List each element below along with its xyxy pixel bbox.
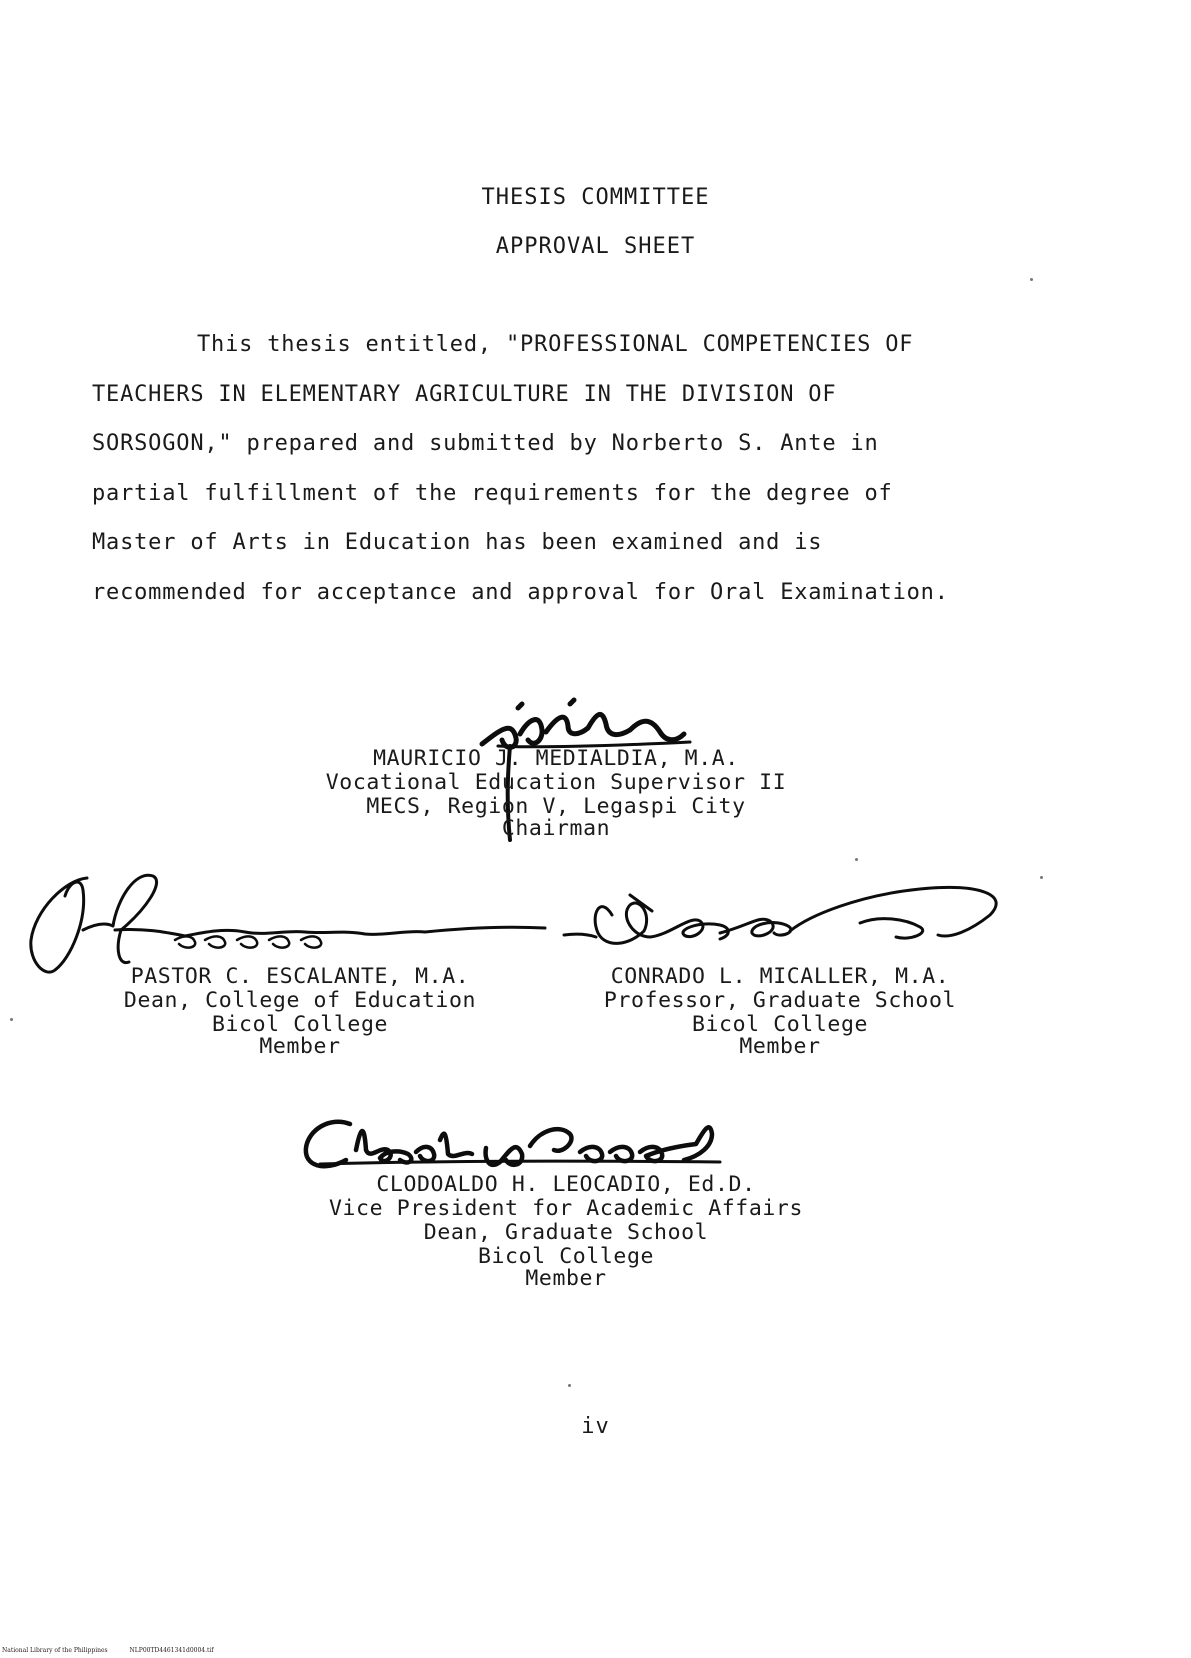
scan-speck xyxy=(1030,278,1033,281)
footer-file-id: NLP00TD4461341d0004.tif xyxy=(129,1647,214,1654)
chairman-position: Vocational Education Supervisor II xyxy=(325,770,787,795)
escalante-position: Dean, College of Education xyxy=(123,988,477,1013)
chairman-signatory-block xyxy=(301,747,811,839)
title-committee: THESIS COMMITTEE xyxy=(481,185,710,210)
statement-line: SORSOGON," prepared and submitted by Norberto S. Ante in xyxy=(92,431,879,456)
statement-line: This thesis entitled, "PROFESSIONAL COMPETENCIES OF xyxy=(197,332,914,357)
leocadio-position: Vice President for Academic Affairs xyxy=(328,1196,804,1221)
statement-line: TEACHERS IN ELEMENTARY AGRICULTURE IN THE DIVISION OF xyxy=(92,381,837,407)
micaller-signature xyxy=(560,875,1010,965)
leocadio-position-2: Dean, Graduate School xyxy=(423,1220,709,1245)
leocadio-office: Bicol College xyxy=(477,1244,655,1269)
escalante-signatory-block xyxy=(85,965,515,1057)
footer-library: National Library of the Philippines xyxy=(2,1647,108,1654)
title-approval-sheet: APPROVAL SHEET xyxy=(495,234,696,259)
statement-line: partial fulfillment of the requirements for the degree of xyxy=(92,480,893,506)
escalante-name: PASTOR C. ESCALANTE, M.A. xyxy=(130,964,470,989)
micaller-position: Professor, Graduate School xyxy=(603,988,957,1013)
chairman-name: MAURICIO J. MEDIALDIA, M.A. xyxy=(373,746,739,771)
approval-statement xyxy=(92,320,1052,617)
statement-line: recommended for acceptance and approval for Oral Examination. xyxy=(92,579,949,605)
scan-speck xyxy=(10,1018,13,1021)
page-number: iv xyxy=(581,1414,610,1439)
escalante-office: Bicol College xyxy=(211,1012,389,1037)
micaller-name: CONRADO L. MICALLER, M.A. xyxy=(610,964,950,989)
micaller-office: Bicol College xyxy=(691,1012,869,1037)
leocadio-name: CLODOALDO H. LEOCADIO, Ed.D. xyxy=(376,1172,756,1197)
scan-footer xyxy=(2,1647,234,1654)
escalante-role: Member xyxy=(259,1034,341,1059)
leocadio-role: Member xyxy=(525,1266,607,1291)
chairman-office: MECS, Region V, Legaspi City xyxy=(366,794,746,819)
scan-speck xyxy=(855,858,858,861)
micaller-role: Member xyxy=(739,1034,821,1059)
scan-speck xyxy=(1040,876,1043,879)
leocadio-signatory-block xyxy=(296,1173,836,1289)
scan-speck xyxy=(568,1384,571,1387)
chairman-role: Chairman xyxy=(501,816,611,841)
micaller-signatory-block xyxy=(565,965,995,1057)
statement-line: Master of Arts in Education has been examined and is xyxy=(92,530,823,555)
